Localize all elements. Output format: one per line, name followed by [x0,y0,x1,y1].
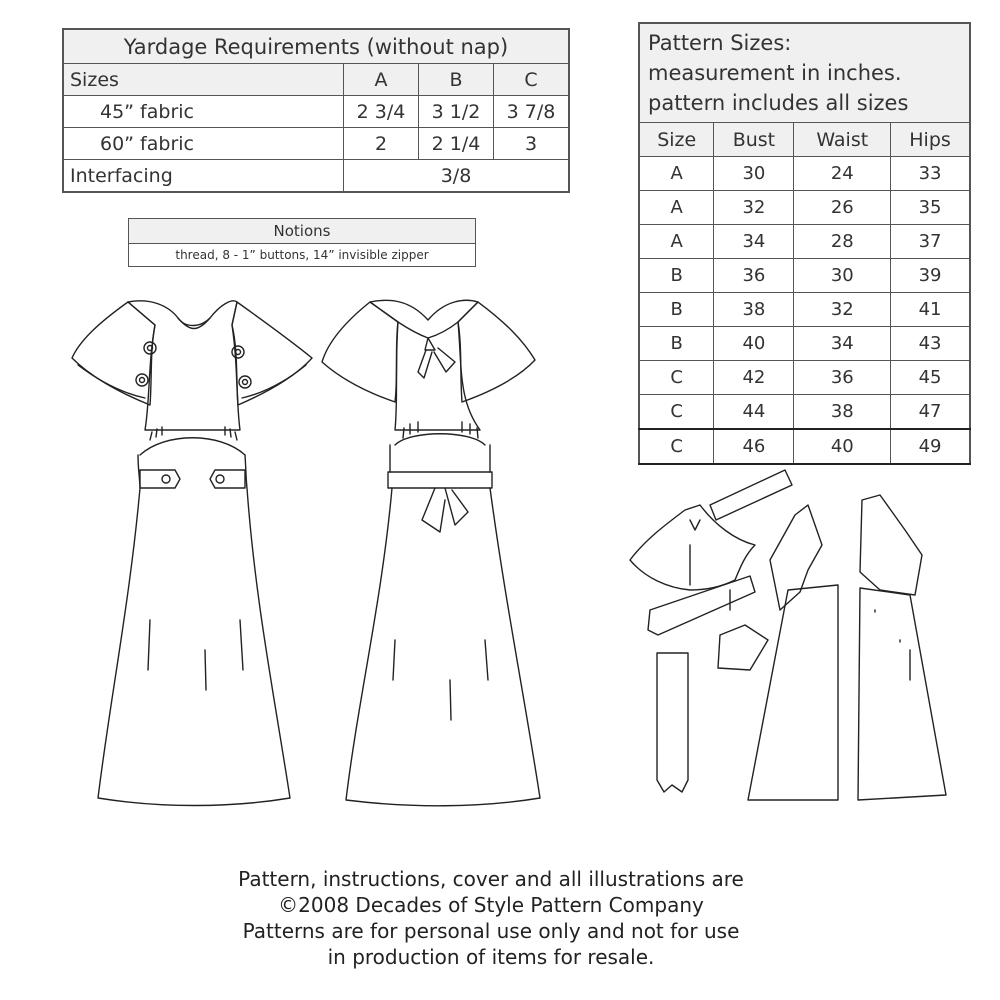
size-cell: C [639,361,714,395]
size-cell: 38 [714,293,794,327]
yardage-col-a: A [344,64,419,96]
size-cell: 24 [794,157,891,191]
size-cell: 34 [714,225,794,259]
size-cell: 32 [714,191,794,225]
yardage-title: Yardage Requirements (without nap) [63,29,569,64]
size-cell: 46 [714,429,794,464]
column-header: Hips [891,123,970,157]
yardage-cell: 3 [494,128,570,160]
size-cell: 40 [794,429,891,464]
size-cell: 38 [794,395,891,430]
notions-value: thread, 8 - 1” buttons, 14” invisible zipper [129,244,476,267]
size-cell: 36 [714,259,794,293]
caption-line: Pattern Sizes: [648,31,792,55]
size-cell: C [639,429,714,464]
size-cell: 26 [794,191,891,225]
yardage-cell: 3 1/2 [419,96,494,128]
interfacing-label: Interfacing [63,160,344,193]
size-cell: 45 [891,361,970,395]
notions-title: Notions [129,219,476,244]
size-cell: 42 [714,361,794,395]
size-cell: 28 [794,225,891,259]
size-cell: 41 [891,293,970,327]
caption-line: pattern includes all sizes [648,91,909,115]
size-cell: 33 [891,157,970,191]
size-cell: 35 [891,191,970,225]
yardage-col-b: B [419,64,494,96]
size-cell: 47 [891,395,970,430]
size-cell: C [639,395,714,430]
size-cell: 30 [794,259,891,293]
column-header: Size [639,123,714,157]
size-cell: B [639,293,714,327]
footer-line: ©2008 Decades of Style Pattern Company [278,893,704,917]
size-cell: 44 [714,395,794,430]
size-cell: 36 [794,361,891,395]
footer-line: Patterns are for personal use only and not for use [242,919,740,943]
size-cell: B [639,259,714,293]
footer-line: in production of items for resale. [327,945,655,969]
size-cell: 34 [794,327,891,361]
copyright-footer [150,866,832,970]
column-header: Waist [794,123,891,157]
size-cell: 32 [794,293,891,327]
size-cell: A [639,225,714,259]
size-cell: 43 [891,327,970,361]
yardage-col-c: C [494,64,570,96]
size-cell: A [639,157,714,191]
yardage-cell: 2 1/4 [419,128,494,160]
yardage-row-label: 45” fabric [63,96,344,128]
size-cell: 39 [891,259,970,293]
interfacing-value: 3/8 [344,160,570,193]
yardage-sizes-label: Sizes [63,64,344,96]
size-cell: 30 [714,157,794,191]
yardage-cell: 2 3/4 [344,96,419,128]
size-cell: A [639,191,714,225]
size-cell: 40 [714,327,794,361]
yardage-cell: 2 [344,128,419,160]
caption-line: measurement in inches. [648,61,902,85]
yardage-row-label: 60” fabric [63,128,344,160]
size-cell: B [639,327,714,361]
yardage-cell: 3 7/8 [494,96,570,128]
size-cell: 37 [891,225,970,259]
size-cell: 49 [891,429,970,464]
footer-line: Pattern, instructions, cover and all illustrations are [238,867,744,891]
column-header: Bust [714,123,794,157]
